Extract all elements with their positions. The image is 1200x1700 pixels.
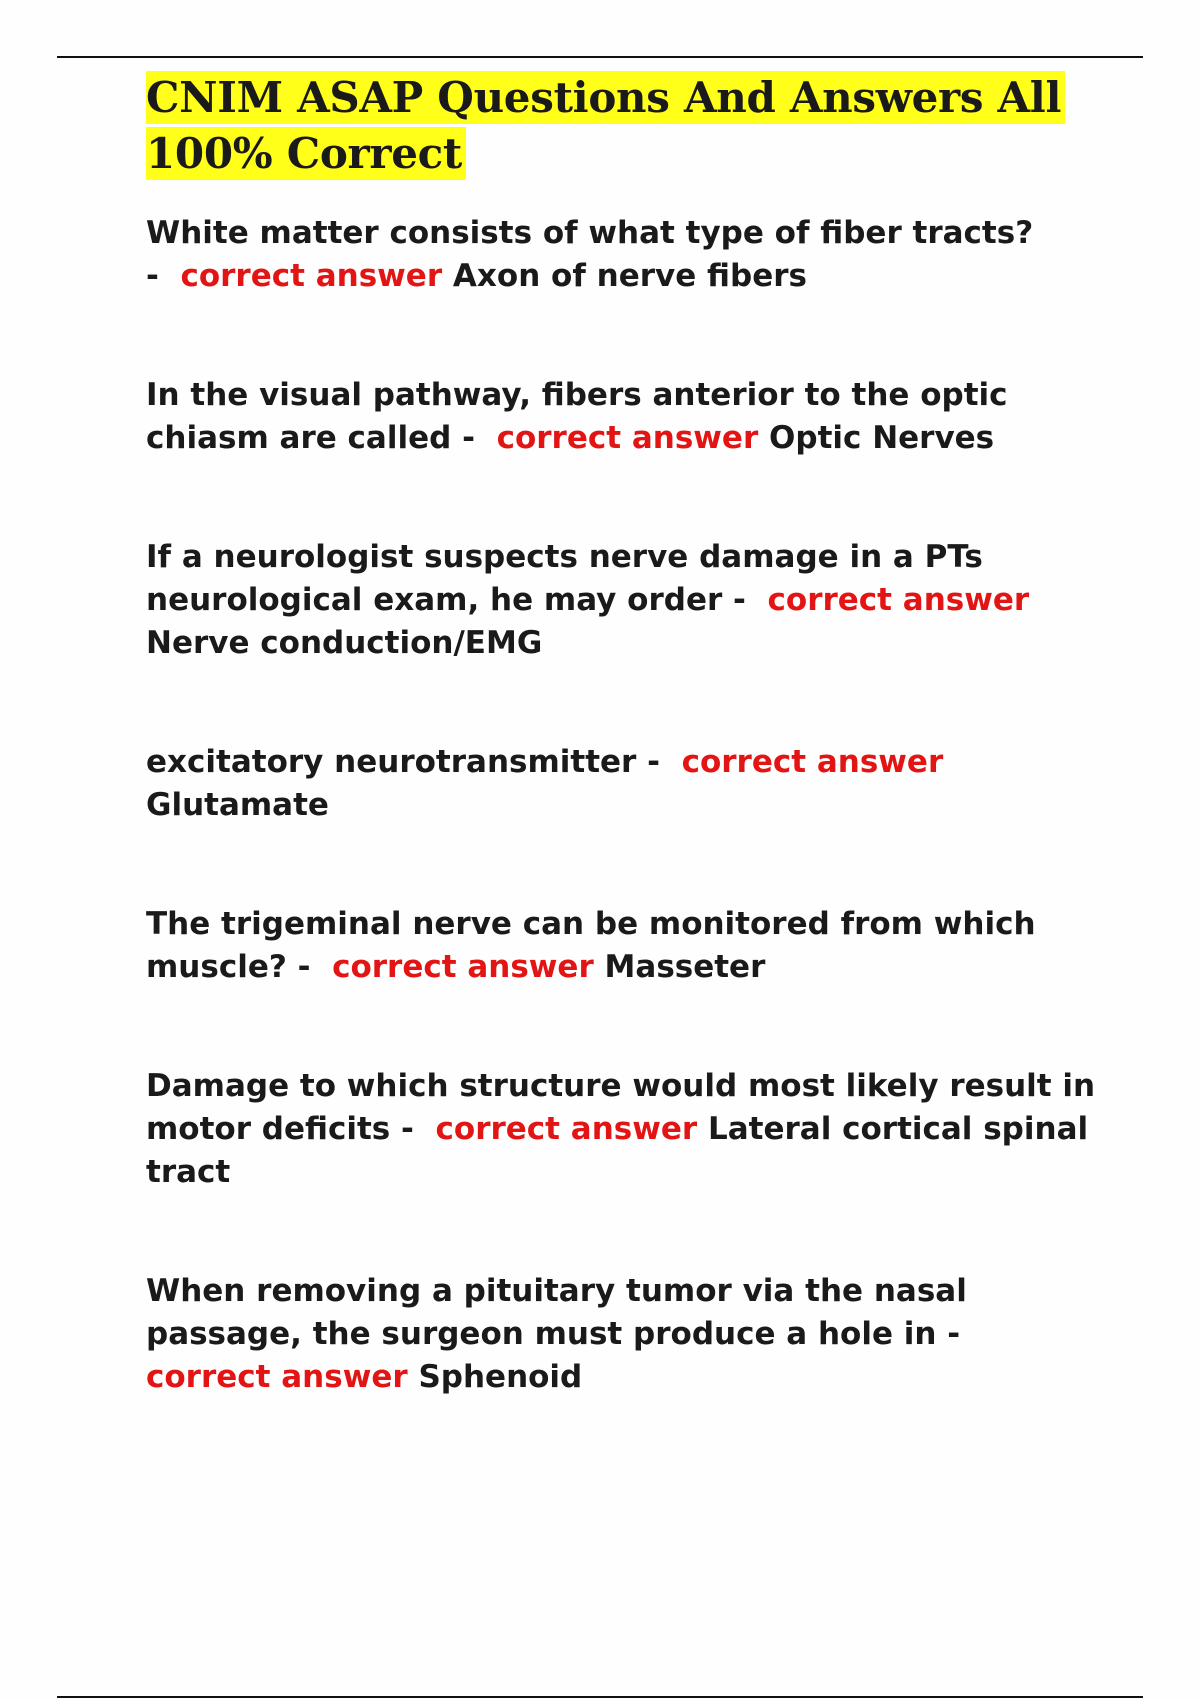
question-text: The trigeminal nerve can be monitored from which muscle?: [146, 906, 1036, 985]
bottom-rule: [57, 1696, 1143, 1698]
document-content: [146, 70, 1096, 1399]
qa-item: When removing a pituitary tumor via the nasal passage, the surgeon must produce a hole in - correct answer Sphenoid: [146, 1273, 967, 1395]
title-line-1: CNIM ASAP Questions And Answers All: [146, 73, 1062, 122]
top-rule: [57, 56, 1143, 58]
question-text: White matter consists of what type of fiber tracts?: [146, 215, 1034, 251]
question-text: Damage to which structure would most likely result in motor deficits: [146, 1068, 1096, 1147]
answer-label: correct answer: [332, 949, 594, 985]
qa-item: If a neurologist suspects nerve damage in a PTs neurological exam, he may order - correct answer Nerve conduction/EMG: [146, 539, 1030, 661]
answer-label: correct answer: [146, 1359, 408, 1395]
qa-item: White matter consists of what type of fiber tracts? - correct answer Axon of nerve fibers: [146, 215, 1034, 294]
qa-item: Damage to which structure would most likely result in motor deficits - correct answer Lateral cortical spinal tract: [146, 1068, 1096, 1190]
answer-text: Nerve conduction/EMG: [146, 625, 543, 661]
answer-text: Sphenoid: [418, 1359, 583, 1395]
qa-item: In the visual pathway, fibers anterior to the optic chiasm are called - correct answer Optic Nerves: [146, 377, 1008, 456]
answer-text: Masseter: [604, 949, 766, 985]
question-text: When removing a pituitary tumor via the nasal passage, the surgeon must produce a hole in: [146, 1273, 967, 1352]
answer-label: correct answer: [681, 744, 944, 780]
answer-label: correct answer: [180, 258, 443, 294]
question-text: If a neurologist suspects nerve damage in a PTs neurological exam, he may order: [146, 539, 983, 618]
qa-item: The trigeminal nerve can be monitored from which muscle? - correct answer Masseter: [146, 906, 1036, 985]
answer-text: Axon of nerve fibers: [452, 258, 807, 294]
qa-item: excitatory neurotransmitter - correct answer Glutamate: [146, 744, 944, 823]
document-title: [146, 70, 1096, 182]
question-text: In the visual pathway, fibers anterior to the optic chiasm are called: [146, 377, 1008, 456]
answer-label: correct answer: [496, 420, 759, 456]
answer-text: Optic Nerves: [769, 420, 995, 456]
answer-label: correct answer: [435, 1111, 698, 1147]
question-text: excitatory neurotransmitter: [146, 744, 637, 780]
answer-text: Lateral cortical spinal tract: [146, 1111, 1089, 1190]
answer-text: Glutamate: [146, 787, 329, 823]
answer-label: correct answer: [767, 582, 1030, 618]
title-highlight: [146, 71, 1065, 180]
title-line-2: 100% Correct: [146, 129, 462, 178]
